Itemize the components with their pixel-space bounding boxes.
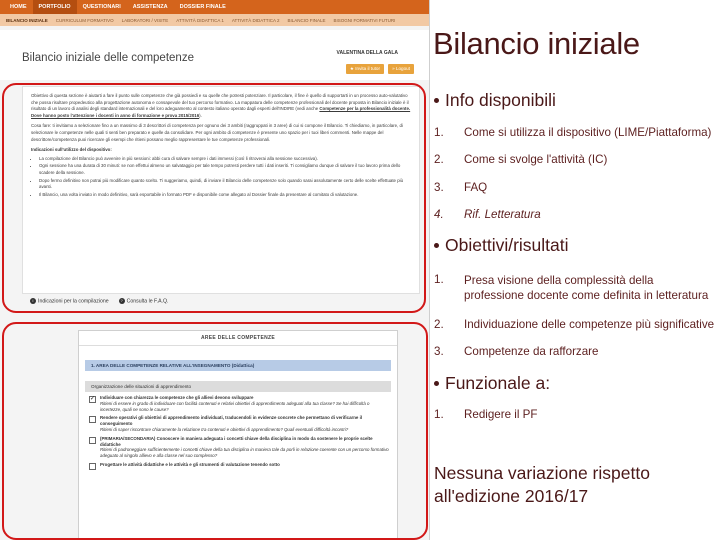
instructions-panel: [22, 86, 420, 294]
list-item: • Ogni sessione ha una durata di 30 minuti: se non effettui almeno un salvataggio per tale tempo potresti perdere tutti i dati inseriti. Ti consigliamo dunque di salvare il tuo lavoro prima dello scadere della sessione.: [39, 163, 411, 176]
bullet-icon: [434, 243, 439, 248]
logout-label: Logout: [395, 66, 410, 71]
nav-home[interactable]: HOME: [10, 4, 27, 10]
subnav-attivita-2[interactable]: ATTIVITÀ DIDATTICA 2: [231, 17, 280, 23]
section-objectives: Obiettivi/risultati: [434, 235, 569, 256]
page-title: Bilancio iniziale delle competenze: [22, 52, 194, 64]
logout-button[interactable]: » Logout: [388, 64, 414, 74]
list-item: • La compilazione del Bilancio può avvenire in più sessioni: abbi cura di salvare sempre i dati immessi (così li ritroverai alla sessione successiva).: [39, 156, 411, 163]
info-icon: i: [30, 298, 36, 304]
faq-link[interactable]: ? Consulta le F.A.Q.: [120, 298, 169, 305]
usage-heading: Indicazioni sull'utilizzo del dispositivo:: [31, 147, 112, 153]
nav-questionari[interactable]: QUESTIONARI: [82, 4, 121, 10]
list-item: 4. Rif. Letteratura: [434, 208, 541, 221]
nav-portfolio[interactable]: PORTFOLIO: [33, 0, 77, 14]
nav-dossier-finale[interactable]: DOSSIER FINALE: [179, 4, 226, 10]
competence-item: Progettare le attività didattiche e le attività e gli strumenti di valutazione tenendo sotto: [79, 459, 397, 470]
competence-areas-panel: [78, 330, 398, 540]
list-item: 1. Presa visione della complessità della professione docente come definita in letteratura: [434, 273, 709, 302]
what-to-do-paragraph: Cosa fare: ti invitiamo a selezionare fino a un massimo di 3 descrittori di competenza per ognuno dei 3 ambiti (raggruppati in 3 aree) di cui si compone il Bilancio. Ti chiediamo, in particolare, di selezionare le competenze nelle quali ti senti ben preparato e quelle da consolidare. Per ogni ambito di competenze è presente uno spazio per i tuoi liberi commenti. Nelle mappe del descrittore/competenza puoi ricercare gli esempi che ritieni possano meglio rappresentare le tue competenze professionali.: [31, 123, 403, 142]
competence-checkbox[interactable]: [89, 463, 96, 470]
subnav-curriculum[interactable]: CURRICULUM FORMATIVO: [55, 17, 114, 23]
competence-item: Rendere operativi gli obiettivi di apprendimento individuati, traducendoli in evidenze concrete che permettano di verificarne il conseguimento Ritieni di saper riscontrare chiaramente la relazione tra contenuti e obiettivi di apprendimento? Quali eventuali difficoltà incontri?: [79, 412, 397, 432]
invite-tutor-label: Invita il tutor: [355, 66, 380, 71]
list-item: • Dopo fermo definitivo non potrai più modificare quanto scelto. Ti suggeriamo, quindi, di inviare il Bilancio delle competenze solo quando sarai assolutamente certo delle scelte effettuate più avanti.: [39, 178, 411, 191]
slide-text: [432, 0, 720, 540]
help-links: [30, 298, 168, 304]
subnav-bilancio-iniziale[interactable]: BILANCIO INIZIALE: [6, 17, 48, 23]
usage-list: [39, 156, 411, 199]
competence-item: ✓ Individuare con chiarezza le competenze che gli allievi devono sviluppare Ritieni di essere in grado di individuare con facilità contenuti e relativi obiettivi di apprendimento adeguati alla tua classe? Se hai difficoltà o incertezze, quali ne sono le cause?: [90, 395, 370, 412]
subnav-bisogni-formativi[interactable]: BISOGNI FORMATIVI FUTURI: [333, 17, 396, 23]
top-navigation: [0, 0, 429, 14]
area-heading[interactable]: 1. AREA DELLE COMPETENZE RELATIVE ALL'INSEGNAMENTO (Didattica): [85, 360, 391, 371]
bullet-icon: [434, 98, 439, 103]
competence-item: (PRIMARIA/SECONDARIA) Conoscere in maniera adeguata i concetti chiave della disciplina in modo da sostenere le proprie scelte didattiche Ritieni di padroneggiare sufficientemente i concetti chiave della tua disciplina in maniera tale da porli in relazione coerente con un percorso formativo adeguato al singolo allievo e alla classe nel suo complesso?: [79, 433, 397, 459]
invite-tutor-button[interactable]: ★ Invita il tutor: [346, 64, 384, 74]
list-item: 3. FAQ: [434, 181, 488, 194]
competence-checkbox[interactable]: ✓: [90, 396, 96, 402]
list-item: 3. Competenze da rafforzare: [434, 345, 599, 358]
subsection-heading: Organizzazione delle situazioni di apprendimento: [85, 381, 391, 392]
nav-assistenza[interactable]: ASSISTENZA: [132, 4, 168, 10]
list-item: 2. Come si svolge l'attività (IC): [434, 153, 608, 166]
section-info: Info disponibili: [434, 90, 556, 111]
slide-title: Bilancio iniziale: [433, 26, 640, 61]
section-functional: Funzionale a:: [434, 373, 550, 394]
user-name: VALENTINA DELLA GALA: [336, 50, 398, 56]
closing-note: Nessuna variazione rispetto all'edizione 2016/17: [434, 463, 650, 506]
compilation-guide-link[interactable]: i Indicazioni per la compilazione: [30, 298, 109, 304]
page-header: [0, 30, 430, 80]
question-icon: ?: [120, 298, 123, 303]
list-item: 1. Redigere il PF: [434, 408, 538, 421]
bullet-icon: [434, 381, 439, 386]
sub-navigation: [0, 14, 429, 26]
competence-checkbox[interactable]: [89, 416, 96, 423]
list-item: • Il Bilancio, una volta inviato in modo definitivo, sarà esportabile in formato PDF e disponibile come allegato al Dossier finale da presentare al comitato di valutazione.: [39, 192, 411, 199]
competence-checkbox[interactable]: [89, 437, 96, 444]
areas-title: AREE DELLE COMPETENZE: [79, 331, 397, 346]
subnav-attivita-1[interactable]: ATTIVITÀ DIDATTICA 1: [176, 17, 224, 23]
subnav-bilancio-finale[interactable]: BILANCIO FINALE: [287, 17, 326, 23]
subnav-laboratori[interactable]: LABORATORI / VISITE: [121, 17, 169, 23]
list-item: 2. Individuazione delle competenze più significative: [434, 318, 715, 331]
objective-paragraph: Obiettivo di questa sezione è aiutarti a fare il punto sulle competenze che già possiedi e su quelle che potresti potenziare. Il particolare, il fine è quello di supportarti in un processo auto-valutativo che possa risultare propedeutico alla progettazione autonoma e consapevole del tuo percorso formativo. La mappatura delle competenze professionali del docente proposta in Bilancio iniziale è il risultato di un lavoro di analisi degli standard internazionali e del loro adeguamento al contesto italiano operato dagli esperti dell'INDIRE (vedi anche Competenze per la professionalità docente. Dove hanno posto l'attenzione i docenti in anno di formazione e prova 2015/2016).: [31, 93, 411, 118]
list-item: 1. Come si utilizza il dispositivo (LIME/Piattaforma): [434, 126, 712, 139]
competenze-link[interactable]: Competenze per la professionalità docente. Dove hanno posto l'attenzione i docenti in anno di formazione e prova 2015/2016: [31, 106, 411, 118]
